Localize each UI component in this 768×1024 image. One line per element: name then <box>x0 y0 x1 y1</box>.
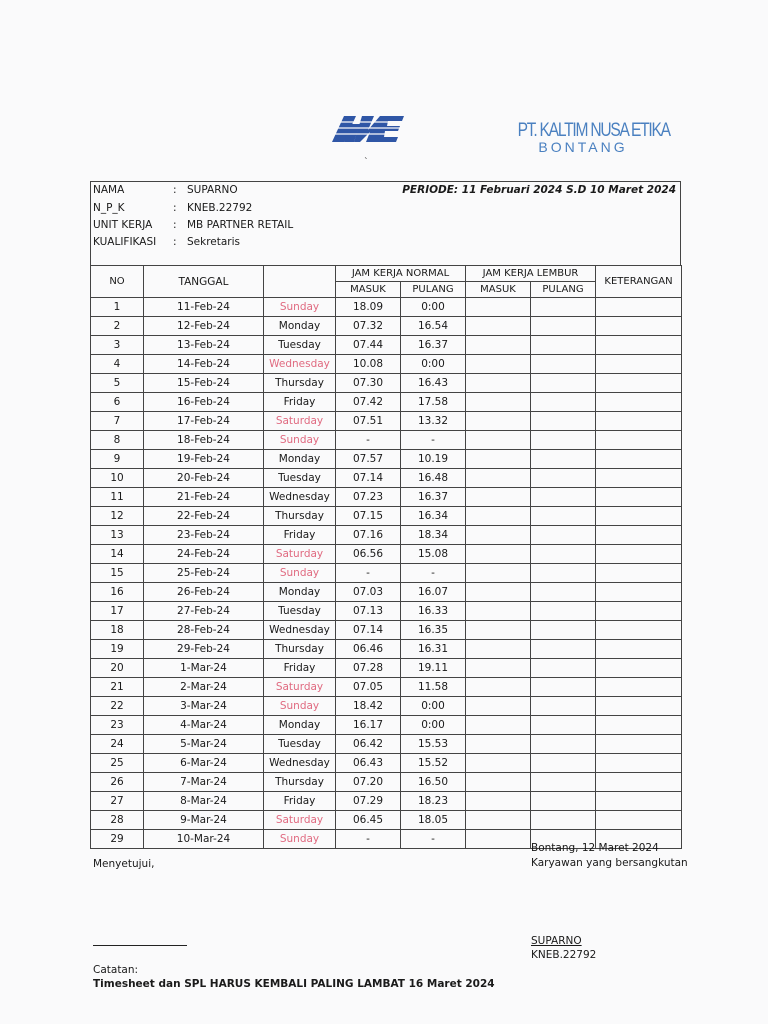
row-lembur-masuk <box>466 431 531 450</box>
row-no: 1 <box>91 298 144 317</box>
row-day: Friday <box>264 659 336 678</box>
row-keterangan <box>596 393 682 412</box>
row-lembur-pulang <box>531 374 596 393</box>
row-lembur-masuk <box>466 564 531 583</box>
row-no: 14 <box>91 545 144 564</box>
row-normal-pulang: 0:00 <box>401 355 466 374</box>
colon: : <box>173 219 177 231</box>
row-keterangan <box>596 488 682 507</box>
row-lembur-masuk <box>466 754 531 773</box>
nama-label: NAMA <box>93 184 125 196</box>
row-lembur-pulang <box>531 431 596 450</box>
row-normal-masuk: 06.42 <box>336 735 401 754</box>
signer-npk: KNEB.22792 <box>531 949 597 961</box>
row-lembur-masuk <box>466 393 531 412</box>
row-keterangan <box>596 412 682 431</box>
row-lembur-masuk <box>466 621 531 640</box>
logo-dot-mark: ˎ <box>364 150 369 160</box>
timesheet-table <box>90 265 682 849</box>
row-normal-pulang: 0:00 <box>401 697 466 716</box>
row-lembur-masuk <box>466 811 531 830</box>
table-row <box>91 678 682 697</box>
row-lembur-masuk <box>466 735 531 754</box>
table-row <box>91 469 682 488</box>
row-normal-masuk: 07.28 <box>336 659 401 678</box>
row-normal-pulang: 13.32 <box>401 412 466 431</box>
row-normal-masuk: 07.29 <box>336 792 401 811</box>
table-row <box>91 735 682 754</box>
row-keterangan <box>596 621 682 640</box>
row-normal-masuk: 07.23 <box>336 488 401 507</box>
npk-value: KNEB.22792 <box>187 202 253 214</box>
col-header-tanggal: TANGGAL <box>144 266 264 298</box>
row-normal-masuk: 07.42 <box>336 393 401 412</box>
row-day: Tuesday <box>264 469 336 488</box>
row-no: 8 <box>91 431 144 450</box>
row-day: Monday <box>264 317 336 336</box>
row-date: 13-Feb-24 <box>144 336 264 355</box>
row-no: 20 <box>91 659 144 678</box>
table-row <box>91 355 682 374</box>
col-header-no: NO <box>91 266 144 298</box>
row-normal-pulang: 16.07 <box>401 583 466 602</box>
row-normal-masuk: 07.51 <box>336 412 401 431</box>
row-date: 3-Mar-24 <box>144 697 264 716</box>
row-no: 2 <box>91 317 144 336</box>
row-no: 15 <box>91 564 144 583</box>
row-no: 12 <box>91 507 144 526</box>
row-date: 26-Feb-24 <box>144 583 264 602</box>
company-city: BONTANG <box>538 139 628 155</box>
table-row <box>91 583 682 602</box>
row-keterangan <box>596 659 682 678</box>
row-day: Tuesday <box>264 336 336 355</box>
col-header-lembur-masuk: MASUK <box>466 282 531 298</box>
table-row <box>91 545 682 564</box>
row-lembur-masuk <box>466 450 531 469</box>
row-day: Saturday <box>264 678 336 697</box>
row-normal-pulang: 18.34 <box>401 526 466 545</box>
row-keterangan <box>596 507 682 526</box>
row-normal-masuk: - <box>336 564 401 583</box>
row-normal-masuk: 07.03 <box>336 583 401 602</box>
row-lembur-pulang <box>531 716 596 735</box>
row-keterangan <box>596 697 682 716</box>
row-no: 19 <box>91 640 144 659</box>
row-normal-masuk: 07.14 <box>336 621 401 640</box>
row-keterangan <box>596 469 682 488</box>
row-lembur-masuk <box>466 526 531 545</box>
row-day: Friday <box>264 526 336 545</box>
row-lembur-pulang <box>531 336 596 355</box>
row-day: Monday <box>264 450 336 469</box>
row-keterangan <box>596 583 682 602</box>
row-lembur-pulang <box>531 469 596 488</box>
row-lembur-pulang <box>531 355 596 374</box>
row-normal-pulang: 15.08 <box>401 545 466 564</box>
table-row <box>91 298 682 317</box>
table-row <box>91 526 682 545</box>
row-no: 27 <box>91 792 144 811</box>
row-keterangan <box>596 298 682 317</box>
row-lembur-pulang <box>531 507 596 526</box>
row-no: 10 <box>91 469 144 488</box>
nama-value: SUPARNO <box>187 184 238 196</box>
table-row <box>91 336 682 355</box>
row-lembur-masuk <box>466 773 531 792</box>
row-lembur-pulang <box>531 811 596 830</box>
row-lembur-pulang <box>531 754 596 773</box>
row-no: 6 <box>91 393 144 412</box>
row-keterangan <box>596 526 682 545</box>
row-date: 7-Mar-24 <box>144 773 264 792</box>
table-row <box>91 450 682 469</box>
row-day: Thursday <box>264 507 336 526</box>
row-keterangan <box>596 773 682 792</box>
row-lembur-pulang <box>531 640 596 659</box>
row-day: Thursday <box>264 374 336 393</box>
row-lembur-pulang <box>531 773 596 792</box>
table-row <box>91 374 682 393</box>
unit-value: MB PARTNER RETAIL <box>187 219 294 231</box>
row-lembur-masuk <box>466 507 531 526</box>
row-day: Friday <box>264 792 336 811</box>
row-lembur-pulang <box>531 792 596 811</box>
row-lembur-pulang <box>531 621 596 640</box>
row-normal-pulang: 10.19 <box>401 450 466 469</box>
row-normal-masuk: 07.16 <box>336 526 401 545</box>
signer-name: SUPARNO <box>531 935 582 947</box>
row-day: Saturday <box>264 545 336 564</box>
row-keterangan <box>596 450 682 469</box>
col-header-day <box>264 266 336 298</box>
row-lembur-pulang <box>531 393 596 412</box>
periode-text: PERIODE: 11 Februari 2024 S.D 10 Maret 2024 <box>402 184 676 196</box>
row-day: Sunday <box>264 564 336 583</box>
table-row <box>91 621 682 640</box>
row-day: Thursday <box>264 640 336 659</box>
row-lembur-masuk <box>466 374 531 393</box>
karyawan-text: Karyawan yang bersangkutan <box>531 857 688 869</box>
kualifikasi-value: Sekretaris <box>187 236 241 248</box>
row-no: 29 <box>91 830 144 849</box>
row-keterangan <box>596 431 682 450</box>
row-normal-masuk: 10.08 <box>336 355 401 374</box>
row-normal-masuk: 06.43 <box>336 754 401 773</box>
row-day: Friday <box>264 393 336 412</box>
row-day: Sunday <box>264 431 336 450</box>
row-lembur-pulang <box>531 697 596 716</box>
row-date: 24-Feb-24 <box>144 545 264 564</box>
approver-signature-line <box>93 945 187 946</box>
row-normal-pulang: 16.31 <box>401 640 466 659</box>
row-normal-masuk: 06.45 <box>336 811 401 830</box>
row-date: 23-Feb-24 <box>144 526 264 545</box>
row-normal-pulang: - <box>401 564 466 583</box>
table-row <box>91 697 682 716</box>
row-no: 3 <box>91 336 144 355</box>
row-date: 25-Feb-24 <box>144 564 264 583</box>
row-normal-pulang: 16.33 <box>401 602 466 621</box>
row-keterangan <box>596 545 682 564</box>
npk-label: N_P_K <box>93 202 125 214</box>
row-normal-masuk: 18.09 <box>336 298 401 317</box>
row-date: 1-Mar-24 <box>144 659 264 678</box>
row-lembur-pulang <box>531 412 596 431</box>
row-lembur-pulang <box>531 583 596 602</box>
row-day: Wednesday <box>264 754 336 773</box>
row-keterangan <box>596 716 682 735</box>
row-normal-pulang: 18.05 <box>401 811 466 830</box>
row-keterangan <box>596 317 682 336</box>
row-date: 21-Feb-24 <box>144 488 264 507</box>
row-no: 16 <box>91 583 144 602</box>
row-date: 15-Feb-24 <box>144 374 264 393</box>
row-normal-pulang: 15.52 <box>401 754 466 773</box>
row-lembur-masuk <box>466 298 531 317</box>
col-header-normal-masuk: MASUK <box>336 282 401 298</box>
row-date: 5-Mar-24 <box>144 735 264 754</box>
row-normal-pulang: 16.43 <box>401 374 466 393</box>
row-lembur-pulang <box>531 526 596 545</box>
row-day: Sunday <box>264 697 336 716</box>
row-date: 9-Mar-24 <box>144 811 264 830</box>
row-date: 17-Feb-24 <box>144 412 264 431</box>
row-lembur-masuk <box>466 317 531 336</box>
row-no: 4 <box>91 355 144 374</box>
table-row <box>91 564 682 583</box>
row-normal-masuk: 07.20 <box>336 773 401 792</box>
row-normal-pulang: 0:00 <box>401 716 466 735</box>
row-normal-pulang: 0:00 <box>401 298 466 317</box>
row-no: 21 <box>91 678 144 697</box>
row-normal-masuk: - <box>336 830 401 849</box>
colon: : <box>173 236 177 248</box>
row-no: 22 <box>91 697 144 716</box>
table-row <box>91 317 682 336</box>
company-name: PT. KALTIM NUSA ETIKA <box>517 120 670 141</box>
row-normal-pulang: 18.23 <box>401 792 466 811</box>
col-header-normal-pulang: PULANG <box>401 282 466 298</box>
row-date: 14-Feb-24 <box>144 355 264 374</box>
table-row <box>91 792 682 811</box>
row-lembur-pulang <box>531 298 596 317</box>
row-lembur-masuk <box>466 792 531 811</box>
colon: : <box>173 184 177 196</box>
row-normal-pulang: 11.58 <box>401 678 466 697</box>
row-normal-masuk: 07.14 <box>336 469 401 488</box>
col-header-jam-normal: JAM KERJA NORMAL <box>336 266 466 282</box>
row-date: 29-Feb-24 <box>144 640 264 659</box>
row-normal-masuk: 07.32 <box>336 317 401 336</box>
row-normal-pulang: 19.11 <box>401 659 466 678</box>
table-row <box>91 393 682 412</box>
kne-logo-icon <box>330 114 404 144</box>
row-lembur-masuk <box>466 659 531 678</box>
table-row <box>91 659 682 678</box>
employee-info-box <box>90 181 681 265</box>
row-no: 25 <box>91 754 144 773</box>
table-row <box>91 716 682 735</box>
timesheet-body <box>91 298 682 849</box>
row-date: 12-Feb-24 <box>144 317 264 336</box>
row-keterangan <box>596 640 682 659</box>
row-date: 20-Feb-24 <box>144 469 264 488</box>
row-keterangan <box>596 735 682 754</box>
table-row <box>91 754 682 773</box>
row-normal-masuk: 07.30 <box>336 374 401 393</box>
row-keterangan <box>596 754 682 773</box>
row-normal-masuk: 07.57 <box>336 450 401 469</box>
row-lembur-pulang <box>531 659 596 678</box>
row-day: Monday <box>264 583 336 602</box>
table-row <box>91 773 682 792</box>
row-lembur-pulang <box>531 545 596 564</box>
row-no: 28 <box>91 811 144 830</box>
row-day: Wednesday <box>264 621 336 640</box>
row-lembur-masuk <box>466 640 531 659</box>
row-lembur-masuk <box>466 716 531 735</box>
row-keterangan <box>596 355 682 374</box>
row-lembur-masuk <box>466 602 531 621</box>
row-lembur-pulang <box>531 564 596 583</box>
row-date: 8-Mar-24 <box>144 792 264 811</box>
table-row <box>91 811 682 830</box>
row-normal-masuk: 18.42 <box>336 697 401 716</box>
row-no: 13 <box>91 526 144 545</box>
row-date: 28-Feb-24 <box>144 621 264 640</box>
row-normal-pulang: - <box>401 830 466 849</box>
row-no: 17 <box>91 602 144 621</box>
row-day: Wednesday <box>264 488 336 507</box>
row-normal-pulang: 15.53 <box>401 735 466 754</box>
row-day: Sunday <box>264 830 336 849</box>
row-keterangan <box>596 678 682 697</box>
row-keterangan <box>596 811 682 830</box>
catatan-text: Timesheet dan SPL HARUS KEMBALI PALING LAMBAT 16 Maret 2024 <box>93 978 495 990</box>
row-no: 18 <box>91 621 144 640</box>
row-keterangan <box>596 374 682 393</box>
row-date: 19-Feb-24 <box>144 450 264 469</box>
row-day: Sunday <box>264 298 336 317</box>
row-normal-masuk: 06.56 <box>336 545 401 564</box>
table-row <box>91 640 682 659</box>
table-row <box>91 488 682 507</box>
row-keterangan <box>596 792 682 811</box>
row-date: 22-Feb-24 <box>144 507 264 526</box>
row-lembur-pulang <box>531 450 596 469</box>
row-date: 10-Mar-24 <box>144 830 264 849</box>
row-lembur-masuk <box>466 583 531 602</box>
row-no: 26 <box>91 773 144 792</box>
row-normal-masuk: 06.46 <box>336 640 401 659</box>
table-row <box>91 602 682 621</box>
row-keterangan <box>596 564 682 583</box>
row-no: 7 <box>91 412 144 431</box>
row-normal-pulang: 16.37 <box>401 488 466 507</box>
row-no: 11 <box>91 488 144 507</box>
row-date: 2-Mar-24 <box>144 678 264 697</box>
row-date: 27-Feb-24 <box>144 602 264 621</box>
row-no: 23 <box>91 716 144 735</box>
row-lembur-masuk <box>466 830 531 849</box>
table-row <box>91 431 682 450</box>
row-normal-pulang: 16.48 <box>401 469 466 488</box>
row-lembur-masuk <box>466 697 531 716</box>
table-row <box>91 507 682 526</box>
row-lembur-pulang <box>531 735 596 754</box>
catatan-label: Catatan: <box>93 964 139 976</box>
row-lembur-masuk <box>466 412 531 431</box>
row-keterangan <box>596 336 682 355</box>
col-header-keterangan: KETERANGAN <box>596 266 682 298</box>
row-date: 6-Mar-24 <box>144 754 264 773</box>
col-header-lembur-pulang: PULANG <box>531 282 596 298</box>
table-row <box>91 412 682 431</box>
row-normal-masuk: - <box>336 431 401 450</box>
kualifikasi-label: KUALIFIKASI <box>93 236 157 248</box>
row-day: Tuesday <box>264 602 336 621</box>
row-day: Saturday <box>264 412 336 431</box>
row-normal-masuk: 07.15 <box>336 507 401 526</box>
row-no: 9 <box>91 450 144 469</box>
row-day: Saturday <box>264 811 336 830</box>
company-header <box>505 120 670 155</box>
row-normal-pulang: 16.37 <box>401 336 466 355</box>
row-lembur-pulang <box>531 488 596 507</box>
row-normal-masuk: 07.05 <box>336 678 401 697</box>
row-lembur-masuk <box>466 678 531 697</box>
row-date: 4-Mar-24 <box>144 716 264 735</box>
row-day: Wednesday <box>264 355 336 374</box>
place-date-text: Bontang, 12 Maret 2024 <box>531 842 659 854</box>
row-lembur-pulang <box>531 602 596 621</box>
unit-label: UNIT KERJA <box>93 219 153 231</box>
row-lembur-pulang <box>531 317 596 336</box>
col-header-jam-lembur: JAM KERJA LEMBUR <box>466 266 596 282</box>
menyetujui-text: Menyetujui, <box>93 858 155 870</box>
row-date: 11-Feb-24 <box>144 298 264 317</box>
colon: : <box>173 202 177 214</box>
row-lembur-masuk <box>466 545 531 564</box>
row-day: Thursday <box>264 773 336 792</box>
row-lembur-masuk <box>466 469 531 488</box>
row-no: 5 <box>91 374 144 393</box>
row-day: Monday <box>264 716 336 735</box>
row-date: 16-Feb-24 <box>144 393 264 412</box>
row-normal-masuk: 16.17 <box>336 716 401 735</box>
row-normal-pulang: 17.58 <box>401 393 466 412</box>
row-normal-pulang: - <box>401 431 466 450</box>
row-no: 24 <box>91 735 144 754</box>
row-normal-masuk: 07.13 <box>336 602 401 621</box>
row-normal-pulang: 16.50 <box>401 773 466 792</box>
row-lembur-pulang <box>531 678 596 697</box>
row-normal-pulang: 16.35 <box>401 621 466 640</box>
row-normal-pulang: 16.54 <box>401 317 466 336</box>
row-normal-pulang: 16.34 <box>401 507 466 526</box>
row-lembur-masuk <box>466 355 531 374</box>
row-day: Tuesday <box>264 735 336 754</box>
row-normal-masuk: 07.44 <box>336 336 401 355</box>
row-lembur-masuk <box>466 336 531 355</box>
row-keterangan <box>596 602 682 621</box>
row-lembur-masuk <box>466 488 531 507</box>
row-date: 18-Feb-24 <box>144 431 264 450</box>
